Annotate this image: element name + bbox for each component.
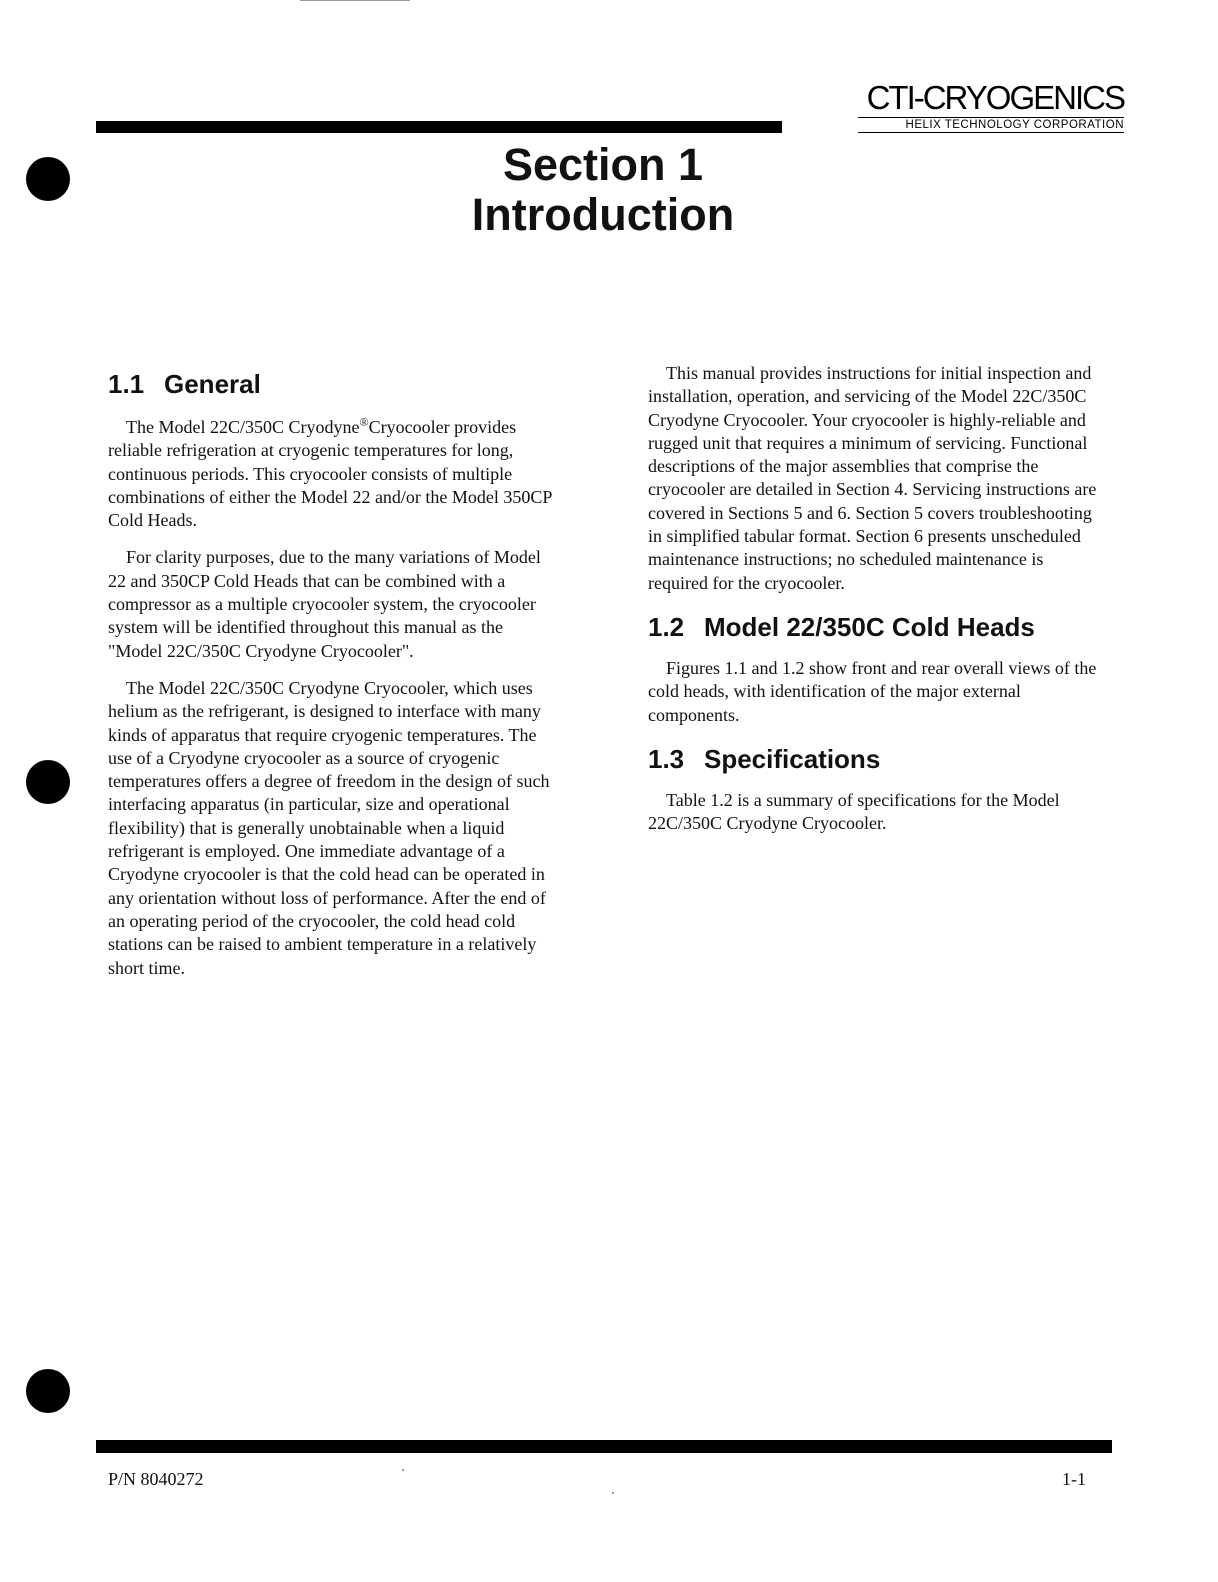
registered-mark: ® <box>359 415 369 429</box>
general-paragraph-2: For clarity purposes, due to the many variations of Model 22 and 350CP Cold Heads that can be combined with a compressor as a multiple cryocooler system, the cryocooler system will be identified throughout this manual as the "Model 22C/350C Cryodyne Cryocooler". <box>108 547 541 661</box>
scan-speck <box>612 1492 614 1494</box>
specifications-paragraph: Table 1.2 is a summary of specifications for the Model 22C/350C Cryodyne Cryocooler. <box>648 789 1060 834</box>
scan-speck <box>300 0 410 1</box>
page-title <box>420 140 786 240</box>
section-heading-general <box>108 368 560 400</box>
punch-hole-middle <box>26 760 70 804</box>
general-paragraph-3: The Model 22C/350C Cryodyne Cryocooler, which uses helium as the refrigerant, is designed to interface with many kinds of apparatus that require cryogenic temperatures. The use of a Cryodyne cryocooler as a source of cryogenic temperatures offers a degree of freedom in the design of such interfacing apparatus (in particular, size and operational flexibility) that is generally unobtainable when a liquid refrigerant is employed. One immediate advantage of a Cryodyne cryocooler is that the cold head can be operated in any orientation without loss of performance. After the end of an operating period of the cryocooler, the cold head cold stations can be raised to ambient temperature in a relatively short time. <box>108 677 550 978</box>
punch-hole-bottom <box>26 1369 70 1413</box>
section-title: Model 22/350C Cold Heads <box>704 611 1035 642</box>
section-number: 1.2 <box>648 611 685 642</box>
company-logo <box>858 80 1124 133</box>
logo-rule-bottom <box>858 132 1124 133</box>
scan-speck <box>402 1469 404 1471</box>
general-paragraph-4: This manual provides instructions for initial inspection and installation, operation, and servicing of the Model 22C/350C Cryodyne Cryocooler. Your cryocooler is highly-reliable and rugged unit that requires a minimum of servicing. Functional descriptions of the major assemblies that comprise the cryocooler are detailed in Section 4. Servicing instructions are covered in Sections 5 and 6. Section 5 covers troubleshooting in simplified tabular format. Section 6 presents unscheduled maintenance instructions; no scheduled maintenance is required for the cryocooler. <box>648 363 1097 593</box>
footer-rule <box>96 1440 1112 1453</box>
section-title: General <box>164 369 261 399</box>
cold-heads-paragraph: Figures 1.1 and 1.2 show front and rear overall views of the cold heads, with identification of the major external components. <box>648 657 1097 725</box>
left-column <box>108 368 560 994</box>
title-line-1: Section 1 <box>502 139 704 190</box>
header-rule <box>96 121 782 133</box>
section-number: 1.1 <box>108 369 145 399</box>
page-number: 1-1 <box>1062 1469 1086 1489</box>
general-p1-start: The Model 22C/350C Cryodyne <box>126 417 360 437</box>
section-heading-specifications <box>648 743 1103 775</box>
title-line-2: Introduction <box>471 189 735 240</box>
general-paragraph-1 <box>108 416 560 532</box>
punch-hole-top <box>26 157 70 201</box>
right-column <box>648 362 1103 851</box>
general-p1-rest: Cryocooler provides reliable refrigeration at cryogenic temperatures for long, continuous periods. This cryocooler consists of multiple combinations of either the Model 22 and/or the Model 350CP Cold Heads. <box>108 417 552 531</box>
logo-sub-text: HELIX TECHNOLOGY CORPORATION <box>905 119 1124 131</box>
section-number: 1.3 <box>648 743 685 774</box>
logo-main-text: CTI-CRYOGENICS <box>866 79 1124 116</box>
section-title: Specifications <box>704 743 881 774</box>
part-number: P/N 8040272 <box>108 1469 204 1489</box>
section-heading-cold-heads <box>648 611 1103 643</box>
